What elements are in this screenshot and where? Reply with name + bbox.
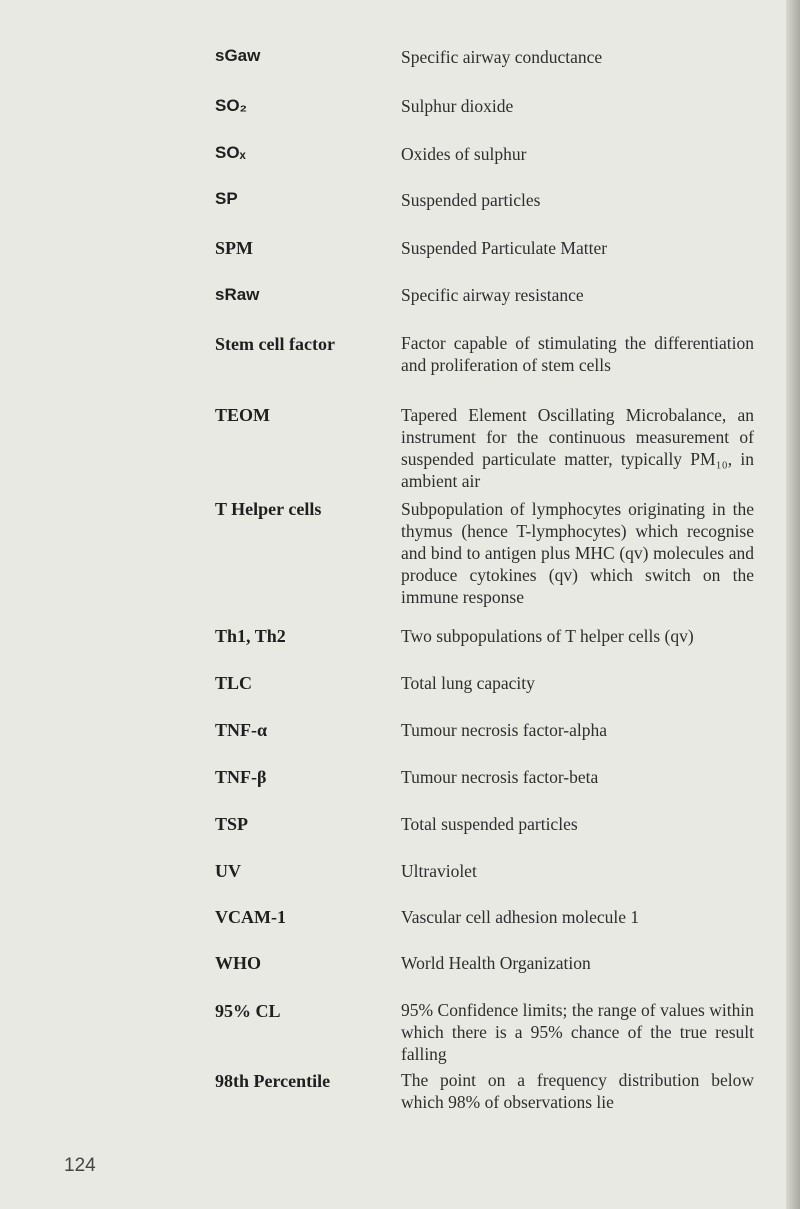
glossary-definition: Vascular cell adhesion molecule 1 (401, 907, 640, 927)
glossary-definition: Two subpopulations of T helper cells (qv) (401, 626, 694, 646)
glossary-definition: Specific airway conductance (401, 47, 603, 67)
glossary-term: TSP (215, 814, 249, 834)
glossary-definition: Suspended particles (401, 190, 541, 210)
glossary-definition: Factor capable of stimulating the differentiation and proliferation of stem cells (401, 333, 754, 375)
glossary-definition: Sulphur dioxide (401, 96, 514, 116)
glossary-definition: Specific airway resistance (401, 285, 584, 305)
glossary-term: sGaw (215, 46, 261, 65)
glossary-term: Th1, Th2 (215, 626, 286, 646)
glossary-definition: 95% Confidence limits; the range of values within which there is a 95% chance of the true result falling (401, 1000, 754, 1064)
glossary-term: SP (215, 189, 238, 208)
glossary-term: SPM (215, 238, 253, 258)
glossary-term: TNF-β (215, 767, 267, 787)
glossary-definition: Tapered Element Oscillating Microbalance, an instrument for the continuous measurement of suspended particulate matter, typically PM₁₀, in ambient air (401, 405, 754, 491)
glossary-term: Stem cell factor (215, 334, 335, 354)
glossary-definition: Oxides of sulphur (401, 144, 527, 164)
glossary-definition: Total lung capacity (401, 673, 535, 693)
glossary-term: SOₓ (215, 143, 246, 162)
glossary-term: UV (215, 861, 241, 881)
glossary-term: 98th Percentile (215, 1071, 331, 1091)
glossary-definition: Ultraviolet (401, 861, 477, 881)
glossary-term: TEOM (215, 405, 271, 425)
glossary-term: TLC (215, 673, 253, 693)
glossary-definition: Subpopulation of lymphocytes originating in the thymus (hence T-lymphocytes) which recognise and bind to antigen plus MHC (qv) molecules and produce cytokines (qv) which switch on the immune response (401, 499, 754, 607)
glossary-definition: Tumour necrosis factor-alpha (401, 720, 608, 740)
page-edge-shadow (786, 0, 800, 1209)
glossary-term: T Helper cells (215, 499, 322, 519)
glossary-term: VCAM-1 (215, 907, 286, 927)
glossary-term: TNF-α (215, 720, 268, 740)
glossary-definition: Suspended Particulate Matter (401, 238, 608, 258)
glossary-definition: World Health Organization (401, 953, 591, 973)
glossary-term: sRaw (215, 285, 260, 304)
glossary-term: WHO (215, 953, 262, 973)
glossary-definition: Tumour necrosis factor-beta (401, 767, 599, 787)
glossary-definition: Total suspended particles (401, 814, 578, 834)
glossary-definition: The point on a frequency distribution below which 98% of observations lie (401, 1070, 754, 1112)
glossary-term: SO₂ (215, 96, 248, 115)
glossary-term: 95% CL (215, 1001, 281, 1021)
page-number: 124 (64, 1155, 96, 1176)
